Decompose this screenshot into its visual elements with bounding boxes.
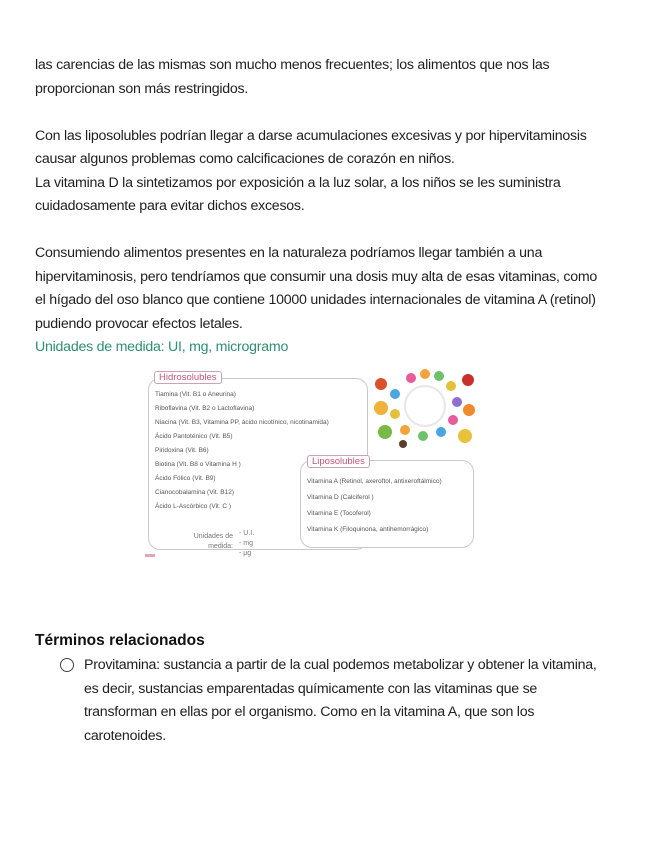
related-term-item — [84, 654, 624, 748]
text-line: pudiendo provocar efectos letales. — [35, 315, 243, 332]
units-label: Unidades de medida: — [193, 533, 233, 550]
lipo-item: Vitamina D (Calciferol ) — [307, 494, 374, 501]
units-line: Unidades de medida: UI, mg, microgramo — [35, 339, 289, 355]
hidro-item: Ácido Fólico (Vit. B9) — [155, 475, 216, 482]
text-line: causar algunos problemas como calcificaciones de corazón en niños. — [35, 151, 455, 167]
vitamins-circle-illustration — [373, 366, 475, 448]
hidro-item: Riboflavina (Vit. B2 o Lactoflavina) — [155, 405, 255, 412]
text-line: es decir, sustancias emparentadas químicamente con las vitaminas que se — [84, 680, 538, 697]
lipo-item: Vitamina E (Tocoferol) — [307, 510, 371, 517]
text-line: el hígado del oso blanco que contiene 10000 unidades internacionales de vitamina A (retinol) — [35, 292, 596, 308]
related-terms-heading: Términos relacionados — [35, 632, 205, 649]
circle-bullet-icon — [60, 658, 74, 672]
text-line: las carencias de las mismas son mucho menos frecuentes; los alimentos que nos las — [35, 57, 550, 73]
hidro-item: Tiamina (Vit. B1 o Aneurina) — [155, 391, 236, 398]
text-line: hipervitaminosis, pero tendríamos que consumir una dosis muy alta de esas vitaminas, como — [35, 268, 598, 285]
hidro-item: Ácido Pantoténico (Vit. B5) — [155, 433, 233, 440]
hidrosolubles-title: Hidrosolubles — [154, 371, 222, 384]
units-item: - U.I. — [239, 530, 255, 537]
text-line: Consumiendo alimentos presentes en la naturaleza podríamos llegar también a una — [35, 245, 543, 261]
hidro-item: Ácido L-Ascórbico (Vit. C ) — [155, 503, 232, 510]
hidro-item: Cianocobalamina (Vit. B12) — [155, 489, 235, 496]
text-line: cuidadosamente para evitar dichos excesos. — [35, 198, 305, 214]
vitamins-figure — [145, 366, 475, 566]
lipo-item: Vitamina A (Retinol, axeroftol, antixeroftálmico) — [307, 478, 442, 485]
decorative-mark — [145, 554, 155, 557]
units-item: - mg — [239, 540, 253, 547]
text-line: carotenoides. — [84, 727, 166, 744]
lipo-item: Vitamina K (Filoquinona, antihemorrágico) — [307, 526, 429, 533]
text-line: La vitamina D la sintetizamos por exposición a la luz solar, a los niños se les suministra — [35, 174, 561, 191]
text-line: Con las liposolubles podrían llegar a darse acumulaciones excesivas y por hipervitaminosis — [35, 127, 587, 144]
text-line: proporcionan son más restringidos. — [35, 80, 249, 97]
units-item: - μg — [239, 550, 252, 557]
hidro-item: Niacina (Vit. B3, Vitamina PP, ácido nicotínico, nicotinamida) — [155, 419, 329, 426]
hidro-item: Biotina (Vit. B8 o Vitamina H ) — [155, 461, 241, 468]
text-line: Provitamina: sustancia a partir de la cual podemos metabolizar y obtener la vitamina, — [84, 657, 597, 673]
document-body — [35, 54, 625, 360]
liposolubles-box — [300, 460, 474, 548]
liposolubles-title: Liposolubles — [307, 455, 370, 468]
text-line: transforman en ellas por el organismo. Como en la vitamina A, que son los — [84, 704, 535, 720]
hidro-item: Piridoxina (Vit. B6) — [155, 447, 209, 454]
